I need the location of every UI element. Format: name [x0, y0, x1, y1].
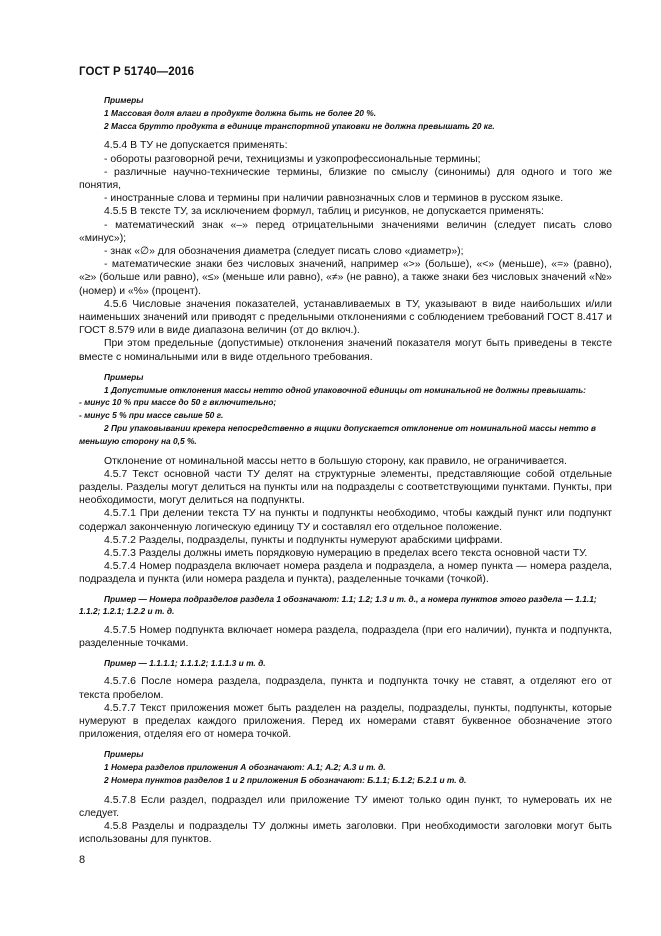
example-note: Пример — 1.1.1.1; 1.1.1.2; 1.1.1.3 и т. д.	[104, 657, 266, 668]
clause-4-5-7-3: 4.5.7.3 Разделы должны иметь порядковую нумерацию в пределах всего текста основной части ТУ.	[104, 548, 588, 560]
document-header: ГОСТ Р 51740—2016	[79, 66, 195, 78]
paragraph: При этом предельные (допустимые) отклонения значений показателя могут быть приведены в тексте вместе с номинальными или в виде отдельного требования.	[79, 338, 612, 363]
list-item: - математический знак «–» перед отрицательными значениями величин (следует писать слово «минус»);	[79, 219, 612, 244]
clause-4-5-7-5: 4.5.7.5 Номер подпункта включает номера раздела, подраздела (при его наличии), пункта и подпункта, разделенные точками.	[79, 625, 612, 650]
example-item: 2 При упаковывании крекера непосредственно в ящики допускается отклонение от номинальной массы нетто в меньшую сторону на 0,5 %.	[79, 423, 596, 446]
example-item: 2 Масса брутто продукта в единице транспортной упаковки не должна превышать 20 кг.	[104, 120, 495, 131]
examples-block-3	[79, 748, 612, 786]
clause-4-5-6: 4.5.6 Числовые значения показателей, устанавливаемых в ТУ, указывают в виде наибольших и/или наименьших значений или приводят с предельными отклонениями с соблюдением требований ГОСТ 8.417 и ГОСТ 8.579 или в виде диапазона величин (от до включ.).	[79, 298, 612, 337]
example-item: - минус 10 % при массе до 50 г включительно;	[79, 397, 277, 408]
example-item: 1 Массовая доля влаги в продукте должна быть не более 20 %.	[104, 107, 377, 118]
clause-4-5-7-8: 4.5.7.8 Если раздел, подраздел или приложение ТУ имеют только один пункт, то нумеровать их не следует.	[79, 794, 612, 820]
paragraph: Отклонение от номинальной массы нетто в большую сторону, как правило, не ограничивается.	[104, 455, 567, 467]
examples-label: Примеры	[104, 749, 144, 760]
list-item: - знак «∅» для обозначения диаметра (следует писать слово «диаметр»);	[104, 246, 464, 258]
clause-4-5-8: 4.5.8 Разделы и подразделы ТУ должны иметь заголовки. При необходимости заголовки могут быть использованы для пунктов.	[79, 821, 612, 846]
clause-4-5-7-6: 4.5.7.6 После номера раздела, подраздела, пункта и подпункта точку не ставят, а отделяют его от текста пробелом.	[79, 676, 612, 701]
examples-label: Примеры	[104, 371, 144, 382]
clause-4-5-7-2: 4.5.7.2 Разделы, подразделы, пункты и подпункты нумеруют арабскими цифрами.	[104, 534, 503, 546]
list-item: - обороты разговорной речи, техницизмы и узкопрофессиональные термины;	[104, 153, 481, 165]
example-item: - минус 5 % при массе свыше 50 г.	[79, 410, 224, 421]
clause-4-5-4: 4.5.4 В ТУ не допускается применять:	[104, 140, 288, 152]
example-item: 1 Допустимые отклонения массы нетто одной упаковочной единицы от номинальной не должны превышать:	[104, 384, 586, 395]
examples-block-1	[79, 94, 612, 132]
list-item: - различные научно-технические термины, близкие по смыслу (синонимы) для одного и того же понятия,	[79, 166, 612, 191]
list-item: - математические знаки без числовых значений, например «>» (больше), «<» (меньше), «=» (равно), «≥» (больше или равно), «≤» (меньше или равно), «≠» (не равно), а также знаки без числовых значений «№» (номер) и «%» (процент).	[79, 259, 612, 297]
page-number: 8	[79, 854, 86, 866]
list-item: - иностранные слова и термины при наличии равнозначных слов и терминов в русском языке.	[104, 193, 564, 205]
clause-4-5-7: 4.5.7 Текст основной части ТУ делят на структурные элементы, представляющие собой отдельные разделы. Разделы могут делиться на пункты или на подразделы с соответствующими пунктами. Пункты, при необходимости, могут делиться на подпункты.	[79, 468, 612, 507]
example-item: 2 Номера пунктов разделов 1 и 2 приложения Б обозначают: Б.1.1; Б.1.2; Б.2.1 и т. д.	[104, 775, 467, 786]
examples-label: Примеры	[104, 95, 144, 105]
example-note: Пример — Номера подразделов раздела 1 обозначают: 1.1; 1.2; 1.3 и т. д., а номера пунктов этого раздела — 1.1.1; 1.1.2; 1.2.1; 1.2.2 и т. д.	[79, 593, 597, 617]
clause-4-5-5: 4.5.5 В тексте ТУ, за исключением формул, таблиц и рисунков, не допускается применять:	[104, 206, 544, 218]
page-body	[79, 94, 612, 847]
clause-4-5-7-7: 4.5.7.7 Текст приложения может быть разделен на разделы, подразделы, пункты, подпункты, которые нумеруют в пределах каждого приложения. Перед их номерами ставят буквенное обозначение этого приложения, отделяя его от номера точкой.	[79, 702, 612, 741]
example-item: 1 Номера разделов приложения А обозначают: А.1; А.2; А.3 и т. д.	[104, 762, 386, 773]
clause-4-5-7-1: 4.5.7.1 При делении текста ТУ на пункты и подпункты необходимо, чтобы каждый пункт или подпункт содержал законченную логическую единицу ТУ и составлял его отдельное положение.	[79, 508, 612, 533]
examples-block-2	[79, 371, 612, 448]
clause-4-5-7-4: 4.5.7.4 Номер подраздела включает номера раздела и подраздела, а номер пункта — номера раздела, подраздела и пункта (или номера раздела и пункта), разделенные точками (точкой).	[79, 561, 612, 586]
